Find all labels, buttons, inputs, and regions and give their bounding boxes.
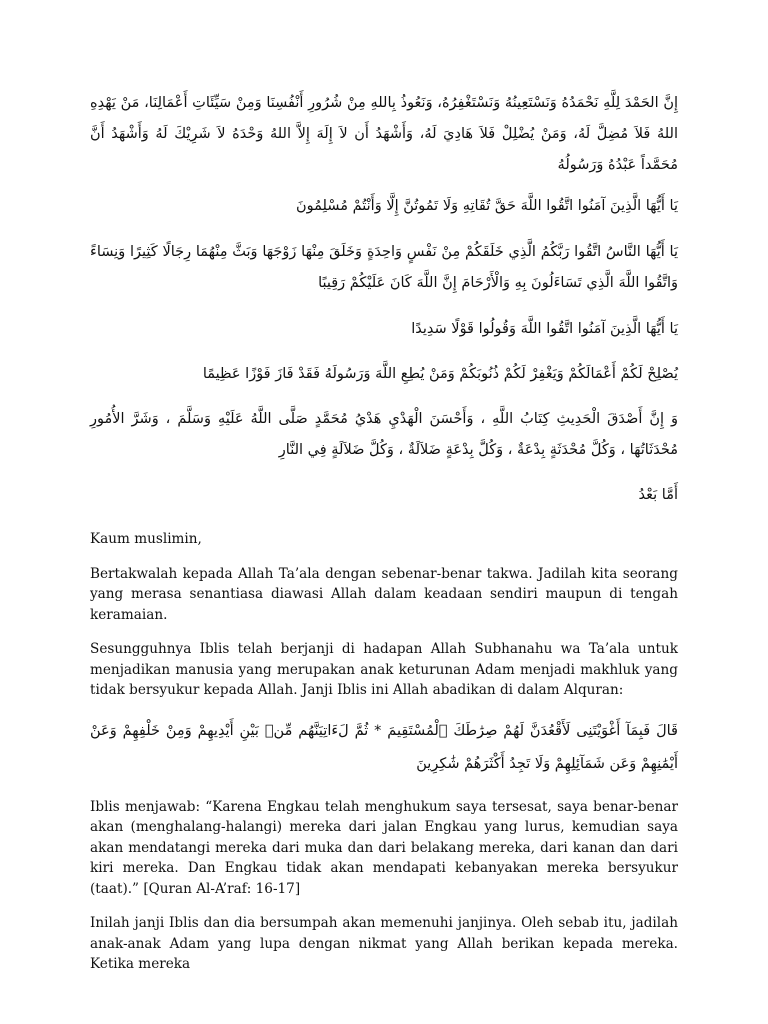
- paragraph-iblis-answer: Iblis menjawab: “Karena Engkau telah menghukum saya tersesat, saya benar-benar akan (menghalang-halangi) mereka dari jalan Engkau yang lurus, kemudian saya akan mendatangi mereka dari muka dan dari belakang mereka, dari kanan dan dari kiri mereka. Dan Engkau tidak akan mendapati kebanyakan mereka bersyukur (taat).” [Quran Al-A’raf: 16-17]: [90, 798, 678, 897]
- arabic-quran-al-araf: قَالَ فَبِمَآ أَغْوَيْتَنِى لَأَقْعُدَنَّ لَهُمْ صِرَٰطَكَ ٱلْمُسْتَقِيمَ * ثُمَّ لَءَاتِيَنَّهُم مِّنۢ بَيْنِ أَيْدِيهِمْ وَمِنْ خَلْفِهِمْ وَعَنْ أَيْمَٰنِهِمْ وَعَن شَمَآئِلِهِمْ وَلَا تَجِدُ أَكْثَرَهُمْ شَٰكِرِينَ: [90, 722, 678, 772]
- arabic-verse-al-ahzab-70: يَا أَيُّهَا الَّذِينَ آمَنُوا اتَّقُوا اللَّهَ وَقُولُوا قَوْلًا سَدِيدًا: [411, 321, 678, 337]
- paragraph-iblis-promise: Sesungguhnya Iblis telah berjanji di hadapan Allah Subhanahu wa Ta’ala untuk menjadikan manusia yang merupakan anak keturunan Adam menjadi makhluk yang tidak bersyukur kepada Allah. Janji Iblis ini Allah abadikan di dalam Alquran:: [90, 641, 678, 698]
- arabic-verse-al-ahzab-71: يُصْلِحْ لَكُمْ أَعْمَالَكُمْ وَيَغْفِرْ لَكُمْ ذُنُوبَكُمْ وَمَنْ يُطِعِ اللَّهَ وَرَسُولَهُ فَقَدْ فَازَ فَوْزًا عَظِيمًا: [202, 366, 678, 382]
- arabic-verse-an-nisa: يَا أَيُّهَا النَّاسُ اتَّقُوا رَبَّكُمُ الَّذِي خَلَقَكُمْ مِنْ نَفْسٍ وَاحِدَةٍ وَخَلَقَ مِنْهَا زَوْجَهَا وَبَثَّ مِنْهُمَا رِجَالًا كَثِيرًا وَنِسَاءً وَاتَّقُوا اللَّهَ الَّذِي تَسَاءَلُونَ بِهِ وَالْأَرْحَامَ إِنَّ اللَّهَ كَانَ عَلَيْكُمْ رَقِيبًا: [90, 244, 678, 291]
- arabic-opening-praise: إِنَّ الحَمْدَ لِلَّهِ نَحْمَدُهُ وَنَسْتَعِينُهُ وَنَسْتَغْفِرُهُ، وَنَعُوذُ بِاللهِ مِنْ شُرُورِ أَنْفُسِنَا وَمِنْ سَيِّئَاتِ أَعْمَالِنَا، مَنْ يَهْدِهِ اللهُ فَلاَ مُضِلَّ لَهُ، وَمَنْ يُضْلِلْ فَلاَ هَادِيَ لَهُ، وَأَشْهَدُ أَن لاَ إِلَهَ إِلاَّ اللهُ وَحْدَهُ لاَ شَرِيْكَ لَهُ وَأَشْهَدُ أَنَّ مُحَمَّداً عَبْدُهُ وَرَسُولُهُ: [90, 95, 678, 173]
- arabic-hadith-text: وَ إِنَّ أَصْدَقَ الْحَدِيثِ كِتَابُ اللَّهِ ، وَأَحْسَنَ الْهَدْيِ هَدْيُ مُحَمَّدٍ صَلَّى اللَّهُ عَلَيْهِ وَسَلَّمَ ، وَشَرَّ الأُمُورِ مُحْدَثَاتُهَا ، وَكُلَّ مُحْدَثَةٍ بِدْعَةٌ ، وَكُلَّ بِدْعَةٍ ضَلاَلَةٌ ، وَكُلَّ ضَلاَلَةٍ فِي النَّارِ: [90, 411, 678, 458]
- paragraph-conclusion: Inilah janji Iblis dan dia bersumpah akan memenuhi janjinya. Oleh sebab itu, jadilah anak-anak Adam yang lupa dengan nikmat yang Allah berikan kepada mereka. Ketika mereka: [90, 915, 678, 972]
- arabic-amma-bad: أَمَّا بَعْدُ: [638, 487, 678, 503]
- paragraph-takwa: Bertakwalah kepada Allah Ta’ala dengan sebenar-benar takwa. Jadilah kita seorang yang merasa senantiasa diawasi Allah dalam keadaan sendiri maupun di tengah keramaian.: [90, 565, 678, 623]
- greeting: Kaum muslimin,: [90, 531, 202, 547]
- arabic-verse-ali-imran: يَا أَيُّهَا الَّذِينَ آمَنُوا اتَّقُوا اللَّهَ حَقَّ تُقَاتِهِ وَلَا تَمُوتُنَّ إِلَّا وَأَنْتُمْ مُسْلِمُونَ: [295, 198, 678, 214]
